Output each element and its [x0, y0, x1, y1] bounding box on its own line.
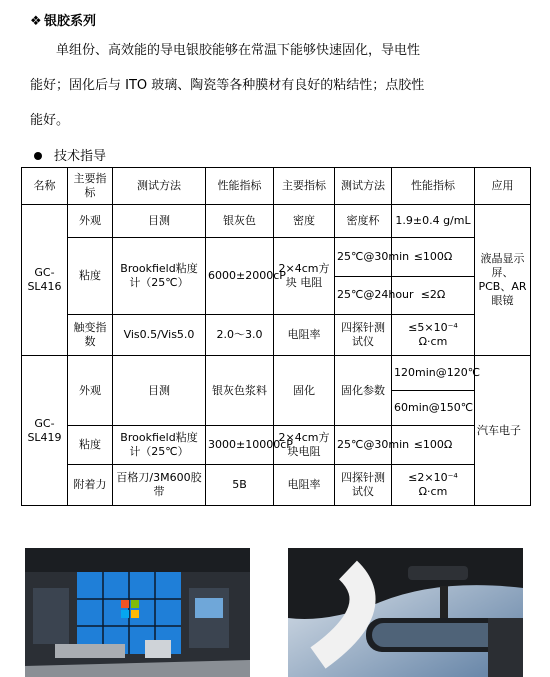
header-cell: 名称 [22, 168, 68, 205]
header-cell: 主要指标 [68, 168, 113, 205]
table-cell: 四探针测试仪 [335, 315, 392, 356]
table-cell: 6000±2000cP [206, 237, 274, 315]
product-name-cell: GC-SL419 [22, 356, 68, 506]
table-row [22, 464, 531, 505]
intro-line-1: 单组份、高效能的导电银胶能够在常温下能够快速固化，导电性 [56, 43, 421, 58]
table-cell: 外观 [68, 204, 113, 237]
table-cell: 百格刀/3M600胶带 [113, 464, 206, 505]
table-cell: 电阻率 [274, 315, 335, 356]
spec-title [30, 145, 106, 164]
table-cell: 25℃@30min [335, 237, 392, 276]
table-cell: ≤5×10⁻⁴ Ω·cm [392, 315, 475, 356]
table-cell: ≤100Ω [392, 237, 475, 276]
table-cell: Vis0.5/Vis5.0 [113, 315, 206, 356]
table-cell: 固化参数 [335, 356, 392, 426]
table-cell: 2×4cm方块电阻 [274, 426, 335, 465]
header-cell: 测试方法 [113, 168, 206, 205]
table-cell: 电阻率 [274, 464, 335, 505]
intro-line-3: 能好。 [30, 113, 70, 128]
header-cell: 性能指标 [392, 168, 475, 205]
table-cell: 固化 [274, 356, 335, 426]
table-cell: 3000±10000cP [206, 426, 274, 465]
table-cell: 四探针测试仪 [335, 464, 392, 505]
header-cell: 测试方法 [335, 168, 392, 205]
table-cell: 目测 [113, 356, 206, 426]
table-cell: 粘度 [68, 237, 113, 315]
application-cell: 液晶显示屏、PCB、AR眼镜 [475, 204, 531, 356]
table-cell: 25℃@30min [335, 426, 392, 465]
table-cell: 目测 [113, 204, 206, 237]
header-cell: 性能指标 [206, 168, 274, 205]
spec-title-text: 技术指导 [54, 149, 107, 164]
table-cell: 25℃@24hour [335, 276, 392, 315]
table-cell: 密度杯 [335, 204, 392, 237]
table-row [22, 237, 531, 276]
spec-table [21, 167, 531, 506]
header-cell: 主要指标 [274, 168, 335, 205]
table-cell: 银灰色 [206, 204, 274, 237]
table-row [22, 315, 531, 356]
table-cell: 粘度 [68, 426, 113, 465]
video-wall-photo [25, 548, 250, 677]
table-row [22, 204, 531, 237]
table-row [22, 426, 531, 465]
intro-line-2: 能好；固化后与 ITO 玻璃、陶瓷等各种膜材有良好的粘结性；点胶性 [30, 78, 425, 93]
table-cell: 120min@120℃ [392, 356, 475, 391]
section-title [30, 10, 96, 29]
table-cell: Brookfield粘度计（25℃） [113, 237, 206, 315]
table-cell: 外观 [68, 356, 113, 426]
table-cell: 附着力 [68, 464, 113, 505]
section-title-text: 银胶系列 [44, 14, 97, 29]
table-cell: 密度 [274, 204, 335, 237]
application-cell: 汽车电子 [475, 356, 531, 506]
table-cell: 2×4cm方块 电阻 [274, 237, 335, 315]
header-cell: 应用 [475, 168, 531, 205]
table-cell: 银灰色浆料 [206, 356, 274, 426]
table-cell: 2.0～3.0 [206, 315, 274, 356]
table-cell: 60min@150℃ [392, 391, 475, 426]
product-name-cell: GC-SL416 [22, 204, 68, 356]
table-header-row [22, 168, 531, 205]
table-cell: Brookfield粘度计（25℃） [113, 426, 206, 465]
table-row [22, 356, 531, 391]
round-bullet-icon [34, 152, 42, 160]
diamond-bullet-icon: ❖ [30, 14, 42, 29]
table-cell: ≤100Ω [392, 426, 475, 465]
table-cell: ≤2Ω [392, 276, 475, 315]
table-cell: 1.9±0.4 g/mL [392, 204, 475, 237]
table-cell: 触变指数 [68, 315, 113, 356]
table-cell: ≤2×10⁻⁴ Ω·cm [392, 464, 475, 505]
car-rearview-mirror-photo [288, 548, 523, 677]
table-cell: 5B [206, 464, 274, 505]
